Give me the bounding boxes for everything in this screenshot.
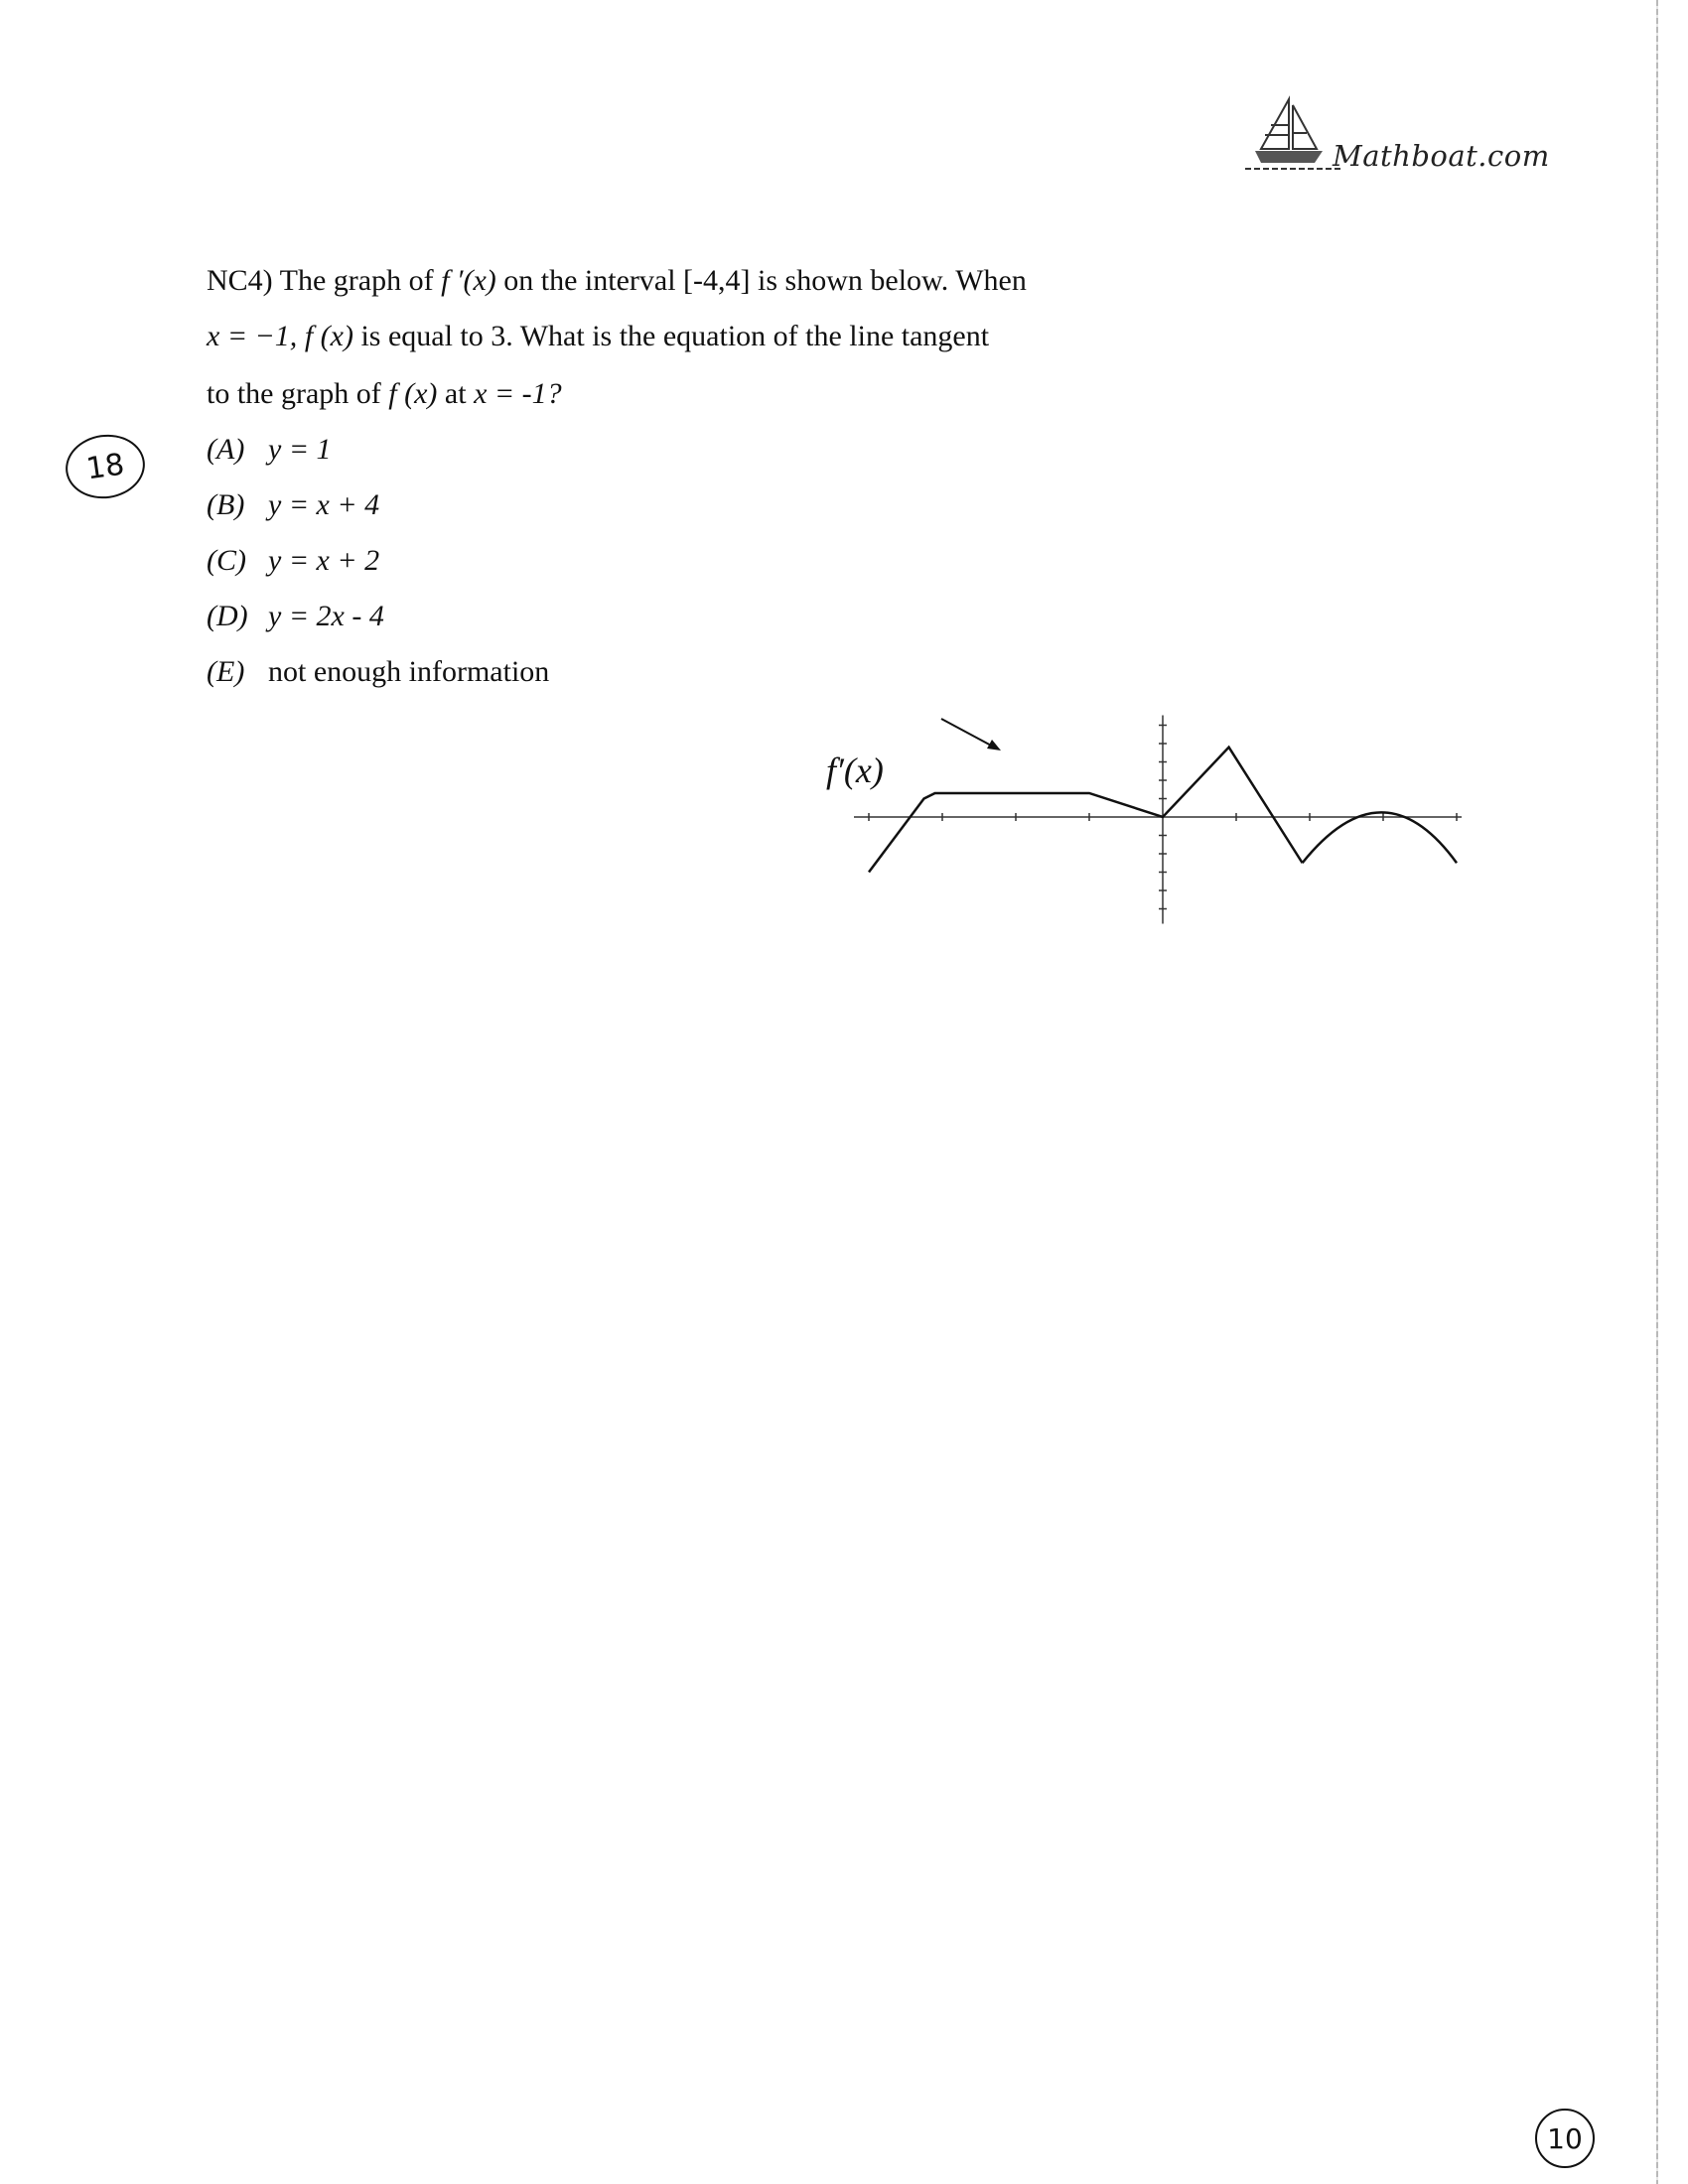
choice-d bbox=[207, 600, 384, 633]
choice-e bbox=[207, 655, 549, 689]
question-line-1 bbox=[207, 264, 1160, 298]
fprime-graph bbox=[814, 620, 1489, 1018]
x-value-expression: x = −1, bbox=[207, 320, 298, 352]
choice-text: y = x + 4 bbox=[268, 488, 380, 521]
question-text-3a: to the graph of bbox=[207, 377, 381, 410]
choice-text: y = x + 2 bbox=[268, 544, 380, 577]
circled-question-number: 18 bbox=[62, 430, 149, 504]
choice-letter: (A) bbox=[207, 433, 245, 466]
question-text-2b: is equal to 3. What is the equation of the line tangent bbox=[360, 320, 990, 352]
question-line-3 bbox=[207, 377, 1160, 411]
choice-text: y = 1 bbox=[268, 433, 332, 466]
curve-label: f′(x) bbox=[826, 751, 884, 790]
f-expression-2: f (x) bbox=[388, 377, 438, 410]
logo-text: Mathboat.com bbox=[1333, 139, 1550, 173]
choice-letter: (E) bbox=[207, 655, 245, 688]
curve-segment bbox=[869, 748, 1303, 873]
choice-letter: (D) bbox=[207, 600, 248, 632]
curve-arc bbox=[1303, 812, 1457, 863]
mathboat-logo bbox=[1241, 95, 1569, 175]
question-text-1b: on the interval [-4,4] is shown below. When bbox=[503, 264, 1027, 297]
annotation-arrow bbox=[941, 719, 1001, 751]
fprime-expression: f ′(x) bbox=[441, 264, 496, 297]
choice-text: y = 2x - 4 bbox=[268, 600, 384, 632]
choice-b bbox=[207, 488, 379, 522]
graph-axes bbox=[854, 716, 1462, 924]
choice-c bbox=[207, 544, 379, 578]
question-text-1a: The graph of bbox=[279, 264, 434, 297]
choice-letter: (B) bbox=[207, 488, 245, 521]
choice-letter: (C) bbox=[207, 544, 246, 577]
question-text-3b: at bbox=[444, 377, 467, 410]
page-edge bbox=[1656, 0, 1658, 2184]
choice-a bbox=[207, 433, 332, 467]
question-label: NC4) bbox=[207, 264, 273, 297]
question-line-2 bbox=[207, 320, 1160, 353]
choice-text: not enough information bbox=[268, 655, 550, 688]
f-expression: f (x) bbox=[304, 320, 353, 352]
x-value: x = -1? bbox=[474, 377, 562, 410]
circled-page-number: 10 bbox=[1535, 2109, 1595, 2168]
